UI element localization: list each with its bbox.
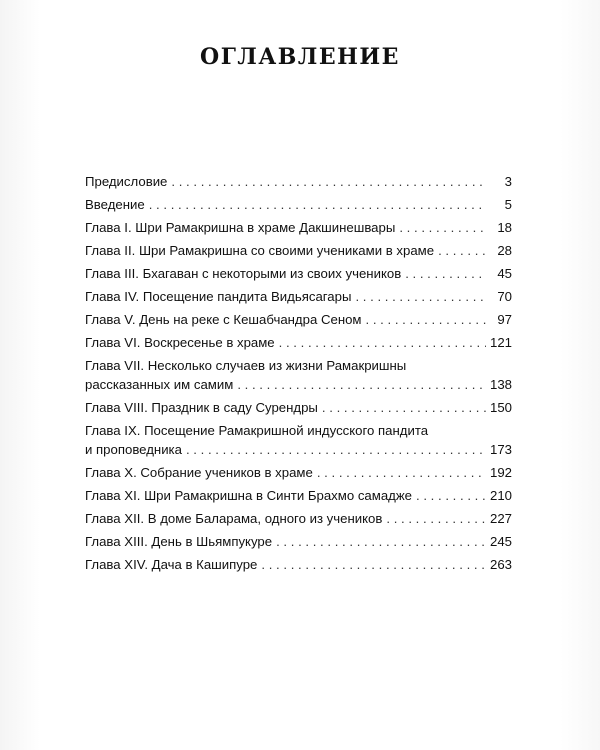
toc-entry [85,241,512,260]
toc-entry-title: Глава XIV. Дача в Кашипуре [85,557,258,572]
toc-entry-page: 227 [489,511,512,526]
toc-entry [85,264,512,283]
toc-entry [85,421,512,459]
toc-entry-title: Глава V. День на реке с Кешабчандра Сеном [85,312,362,327]
toc-entry [85,195,512,214]
dot-leader [366,310,486,329]
dot-leader [355,287,486,306]
toc-entry-title: Глава II. Шри Рамакришна со своими учениками в храме [85,243,435,258]
toc-entry-page: 173 [489,442,512,457]
toc-entry-title: Глава XII. В доме Баларама, одного из учеников [85,511,383,526]
toc-entry-page: 138 [489,377,512,392]
toc-entry-title-line: Глава VII. Несколько случаев из жизни Рамакришны [85,358,407,373]
dot-leader [149,195,486,214]
toc-entry-title: рассказанных им самим [85,377,234,392]
toc-entry-title: и проповедника [85,442,182,457]
toc-entry-title: Глава X. Собрание учеников в храме [85,465,313,480]
toc-entry-page: 263 [489,557,512,572]
dot-leader [438,241,486,260]
toc-entry-page: 28 [497,243,512,258]
toc-entry-page: 192 [489,465,512,480]
dot-leader [261,555,486,574]
toc-entry-title: Глава I. Шри Рамакришна в храме Дакшинешвары [85,220,396,235]
dot-leader [399,218,486,237]
toc-entry-page: 45 [497,266,512,281]
dot-leader [279,333,486,352]
toc-entry [85,463,512,482]
toc-entry [85,532,512,551]
toc-entry [85,398,512,417]
dot-leader [171,172,486,191]
toc-entry [85,555,512,574]
toc-entry [85,287,512,306]
toc-entry-title: Глава III. Бхагаван с некоторыми из своих учеников [85,266,402,281]
toc-entry-title: Глава IV. Посещение пандита Видьясагары [85,289,352,304]
toc-entry [85,486,512,505]
toc-entry-title: Введение [85,197,145,212]
page-title: ОГЛАВЛЕНИЕ [200,44,400,70]
toc-entry-title: Глава XI. Шри Рамакришна в Синти Брахмо самадже [85,488,413,503]
dot-leader [386,509,486,528]
toc-entry [85,333,512,352]
toc-entry-page: 3 [504,174,512,189]
toc-entry-page: 210 [489,488,512,503]
toc-entry-page: 18 [497,220,512,235]
toc-entry-title: Глава XIII. День в Шьямпукуре [85,534,273,549]
dot-leader [237,375,486,394]
toc-entry-title: Глава VIII. Праздник в саду Сурендры [85,400,318,415]
dot-leader [322,398,486,417]
toc-entry [85,310,512,329]
toc-entry-page: 150 [489,400,512,415]
toc-entry [85,509,512,528]
toc-entry-title: Глава VI. Воскресенье в храме [85,335,275,350]
dot-leader [276,532,486,551]
dot-leader [416,486,486,505]
toc-entry-page: 97 [497,312,512,327]
toc-entry-page: 70 [497,289,512,304]
toc-entry-page: 5 [504,197,512,212]
toc-entry [85,172,512,191]
table-of-contents [85,172,512,578]
dot-leader [317,463,486,482]
dot-leader [186,440,486,459]
toc-entry-page: 121 [489,335,512,350]
toc-entry-page: 245 [489,534,512,549]
toc-entry-title-line: Глава IX. Посещение Рамакришной индусского пандита [85,423,429,438]
dot-leader [405,264,486,283]
toc-entry [85,356,512,394]
toc-entry-title: Предисловие [85,174,168,189]
toc-entry [85,218,512,237]
